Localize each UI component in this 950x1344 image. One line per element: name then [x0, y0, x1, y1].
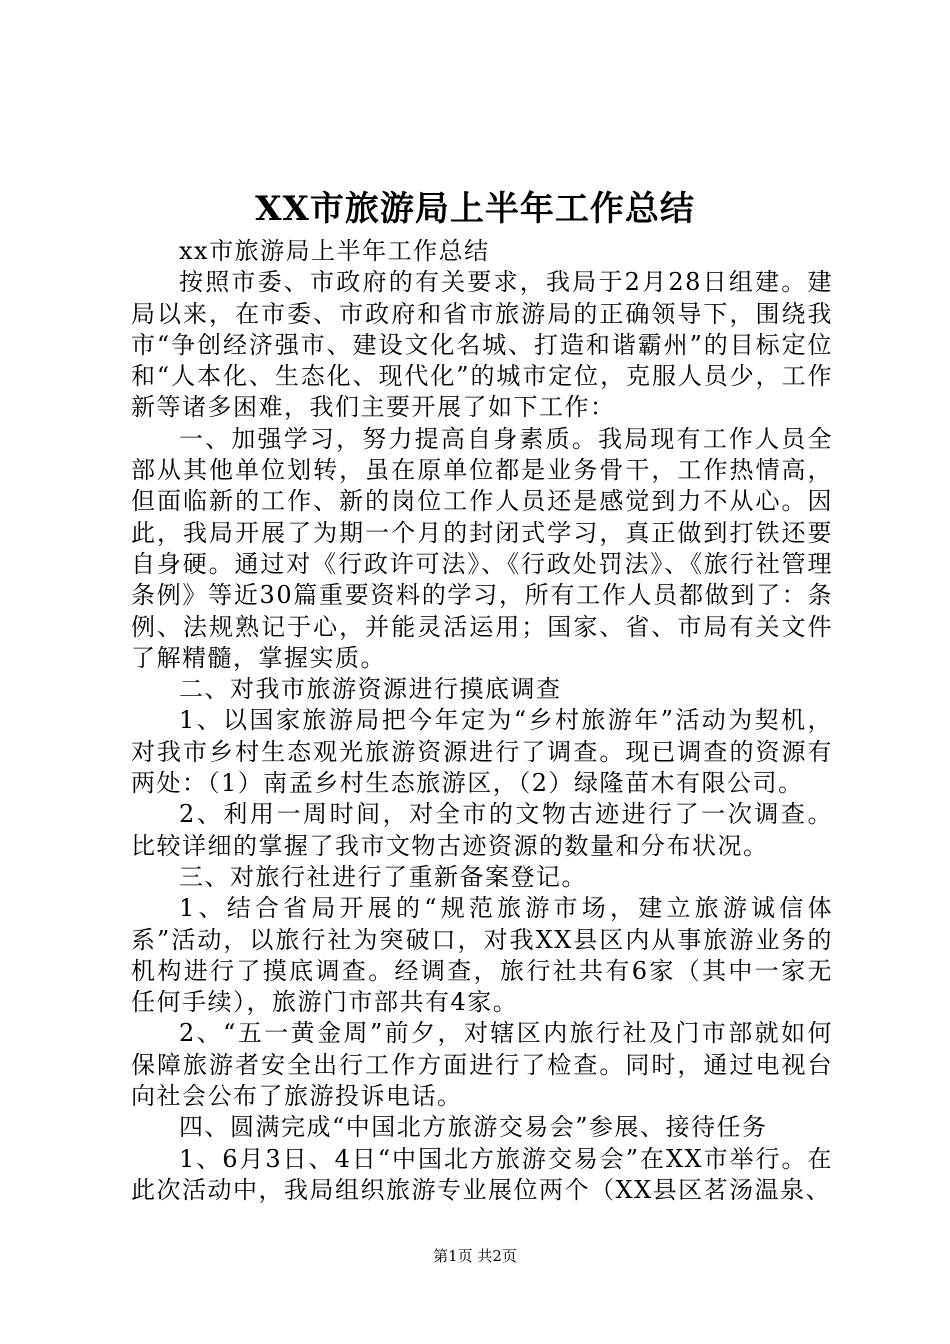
document-body: [131, 236, 833, 1206]
document-title: XX市旅游局上半年工作总结: [255, 189, 695, 229]
paragraph-section-2-heading: 二、对我市旅游资源进行摸底调查: [179, 675, 562, 704]
paragraph-intro: 按照市委、市政府的有关要求，我局于2月28日组建。建局以来，在市委、市政府和省市旅游局的正确领导下，围绕我市“争创经济强市、建设文化名城、打造和谐霸州”的目标定位和“人本化、生态化、现代化”的城市定位，克服人员少，工作新等诸多困难，我们主要开展了如下工作：: [131, 268, 833, 422]
paragraph-section-1: 一、加强学习，努力提高自身素质。我局现有工作人员全部从其他单位划转，虽在原单位都是业务骨干，工作热情高，但面临新的工作、新的岗位工作人员还是感觉到力不从心。因此，我局开展了为期一个月的封闭式学习，真正做到打铁还要自身硬。通过对《行政许可法》、《行政处罚法》、《旅行社管理条例》等近30篇重要资料的学习，所有工作人员都做到了：条例、法规熟记于心，并能灵活运用；国家、省、市局有关文件了解精髓，掌握实质。: [131, 424, 833, 672]
paragraph-section-4-item-1: 1、6月3日、4日“中国北方旅游交易会”在XX市举行。在此次活动中，我局组织旅游专业展位两个（XX县区茗汤温泉、: [131, 1144, 833, 1204]
paragraph-subtitle: xx市旅游局上半年工作总结: [179, 237, 490, 265]
paragraph-section-2-item-2: 2、利用一周时间，对全市的文物古迹进行了一次调查。比较详细的掌握了我市文物古迹资源的数量和分布状况。: [131, 800, 833, 860]
paragraph-section-2-item-1: 1、以国家旅游局把今年定为“乡村旅游年”活动为契机，对我市乡村生态观光旅游资源进行了调查。现已调查的资源有两处：（1）南孟乡村生态旅游区，（2）绿隆苗木有限公司。: [131, 706, 833, 798]
paragraph-section-3-heading: 三、对旅行社进行了重新备案登记。: [179, 862, 587, 891]
paragraph-section-4-heading: 四、圆满完成“中国北方旅游交易会”参展、接待任务: [179, 1113, 768, 1142]
paragraph-section-3-item-2: 2、“五一黄金周”前夕，对辖区内旅行社及门市部就如何保障旅游者安全出行工作方面进行了检查。同时，通过电视台向社会公布了旅游投诉电话。: [131, 1019, 833, 1111]
paragraph-section-3-item-1: 1、结合省局开展的“规范旅游市场，建立旅游诚信体系”活动，以旅行社为突破口，对我XX县区内从事旅游业务的机构进行了摸底调查。经调查，旅行社共有6家（其中一家无任何手续），旅游门市部共有4家。: [131, 894, 833, 1017]
page-number-footer: 第1页 共2页: [433, 1247, 517, 1265]
